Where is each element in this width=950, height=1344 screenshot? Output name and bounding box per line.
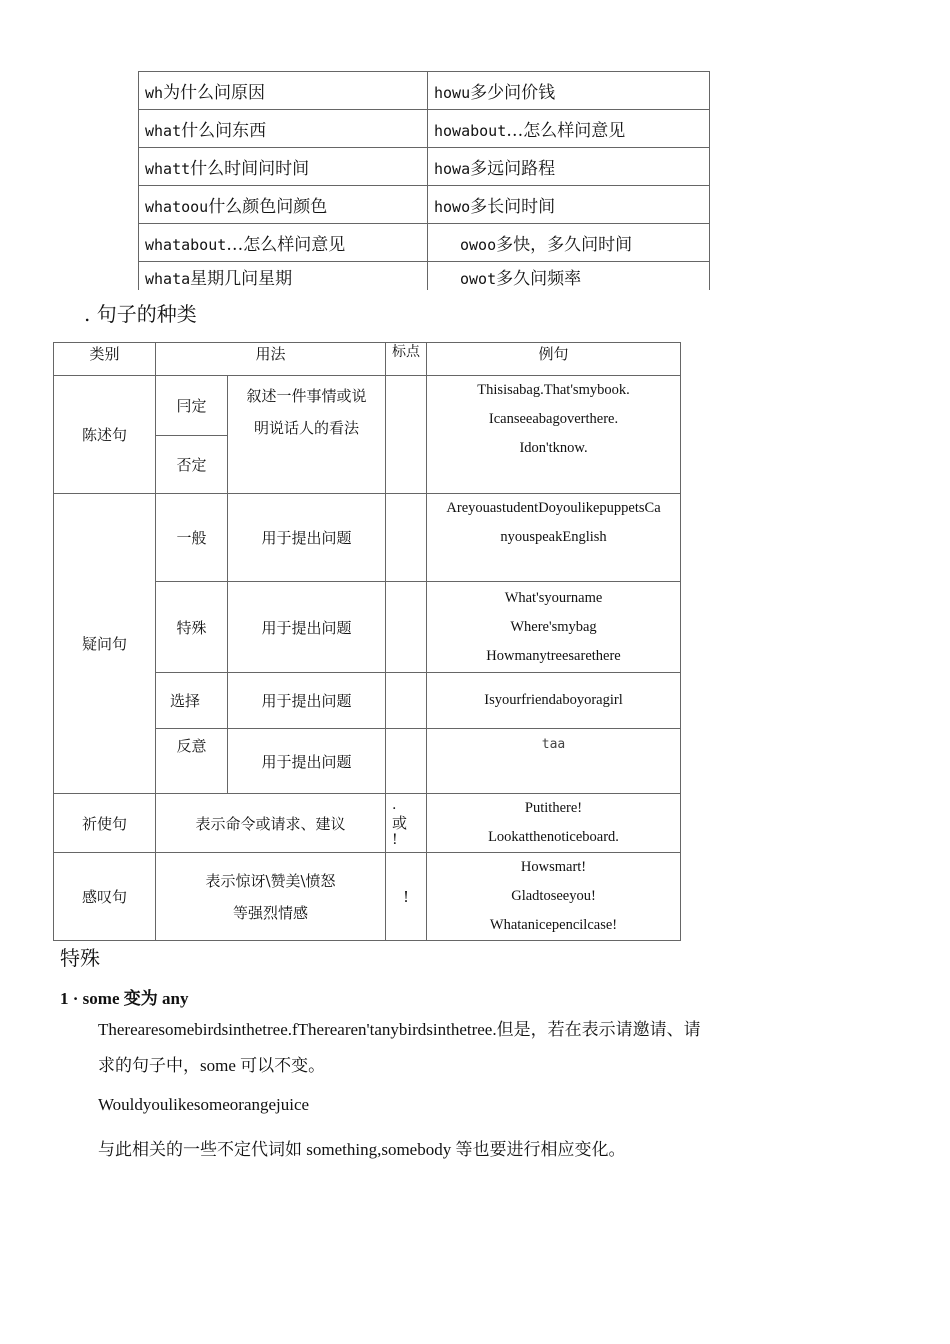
table-row	[139, 110, 710, 148]
subtype-choice: 选择	[156, 673, 228, 729]
sentence-types-table	[53, 342, 681, 941]
table-cell: wh为什么问原因	[139, 72, 428, 110]
examples-imperative: Putithere! Lookatthenoticeboard.	[427, 794, 681, 853]
question-words-table	[138, 71, 710, 290]
header-punct: 标点	[386, 343, 427, 376]
paragraph-note: 与此相关的一些不定代词如 something,somebody 等也要进行相应变化。	[98, 1140, 626, 1159]
paragraph-some-any	[98, 1012, 701, 1084]
section-heading: . 句子的种类	[84, 302, 197, 326]
subtype-special: 特殊	[156, 582, 228, 673]
table-cell: whatt什么时间问时间	[139, 148, 428, 186]
table-row	[139, 224, 710, 262]
subtype-general: 一般	[156, 494, 228, 582]
usage-imperative: 表示命令或请求、建议	[156, 794, 386, 853]
table-cell: howu多少问价钱	[428, 72, 710, 110]
table-row	[139, 262, 710, 291]
table-row	[54, 853, 681, 941]
table-cell: owot多久问频率	[428, 262, 710, 291]
example-tag: taa	[427, 729, 681, 794]
punct-tag	[386, 729, 427, 794]
table-row	[139, 72, 710, 110]
usage-special: 用于提出问题	[228, 582, 386, 673]
subtype-affirm: 冃定	[156, 376, 228, 436]
table-cell: howa多远问路程	[428, 148, 710, 186]
table-row	[54, 376, 681, 436]
examples-exclamatory: Howsmart! Gladtoseeyou! Whatanicepencilcase!	[427, 853, 681, 941]
punct-declarative	[386, 376, 427, 494]
category-declarative: 陈述句	[54, 376, 156, 494]
table-cell: whata星期几问星期	[139, 262, 428, 291]
punct-general	[386, 494, 427, 582]
table-cell: what什么问东西	[139, 110, 428, 148]
header-usage: 用法	[156, 343, 386, 376]
table-cell: whatoou什么颜色问颜色	[139, 186, 428, 224]
table-row	[54, 494, 681, 582]
examples-declarative: Thisisabag.That'smybook. Icanseeabagoverthere. Idon'tknow.	[427, 376, 681, 494]
paragraph-line: 求的句子中，some 可以不变。	[98, 1056, 326, 1075]
table-row	[139, 148, 710, 186]
punct-exclamatory: !	[386, 853, 427, 941]
category-exclamatory: 感叹句	[54, 853, 156, 941]
usage-tag: 用于提出问题	[228, 729, 386, 794]
usage-exclamatory: 表示惊讶\赞美\愤怒 等强烈情感	[156, 853, 386, 941]
usage-choice: 用于提出问题	[228, 673, 386, 729]
category-interrogative: 疑问句	[54, 494, 156, 794]
special-title: 特殊	[60, 946, 100, 970]
example-choice: Isyourfriendaboyoragirl	[427, 673, 681, 729]
header-category: 类别	[54, 343, 156, 376]
punct-special	[386, 582, 427, 673]
table-cell: whatabout…怎么样问意见	[139, 224, 428, 262]
examples-special: What'syourname Where'smybag Howmanytreesarethere	[427, 582, 681, 673]
subtype-negative: 否定	[156, 436, 228, 494]
punct-imperative: . 或 !	[386, 794, 427, 853]
table-cell: howabout…怎么样问意见	[428, 110, 710, 148]
punct-choice	[386, 673, 427, 729]
paragraph-line: Therearesomebirdsinthetree.fTherearen'tanybirdsinthetree.但是，若在表示请邀请、请	[98, 1020, 701, 1039]
header-example: 例句	[427, 343, 681, 376]
usage-declarative: 叙述一件事情或说 明说话人的看法	[228, 376, 386, 494]
table-cell: owoo多快，多久问时间	[428, 224, 710, 262]
examples-general: AreyouastudentDoyoulikepuppetsCa nyouspeakEnglish	[427, 494, 681, 582]
table-row	[139, 186, 710, 224]
usage-general: 用于提出问题	[228, 494, 386, 582]
example-sentence: Wouldyoulikesomeorangejuice	[98, 1095, 310, 1114]
table-header-row	[54, 343, 681, 376]
subtype-tag: 反意	[156, 729, 228, 794]
category-imperative: 祈使句	[54, 794, 156, 853]
table-row	[54, 794, 681, 853]
table-cell: howo多长问时间	[428, 186, 710, 224]
rule-title: 1 · some 变为 any	[60, 989, 189, 1008]
